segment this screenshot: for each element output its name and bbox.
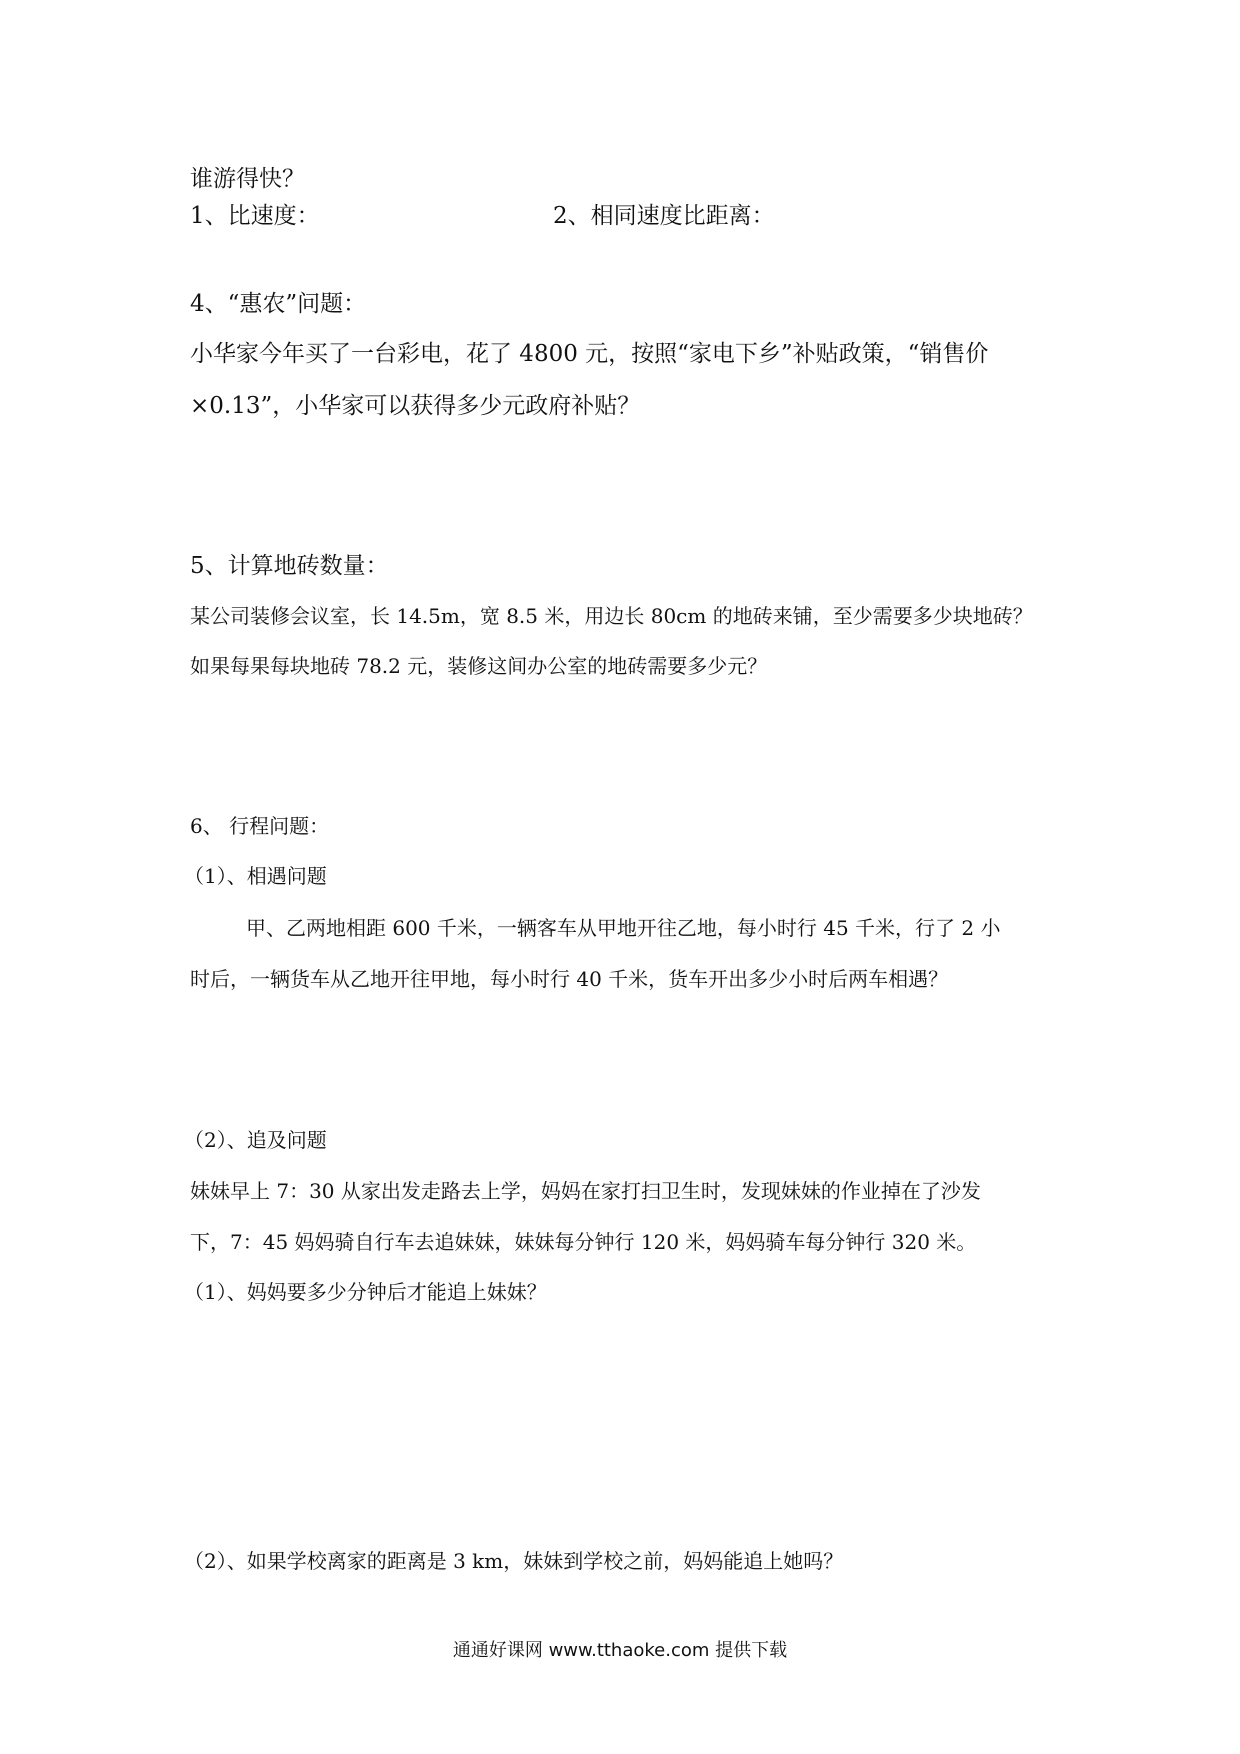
subsidy-text-line-1: 小华家今年买了一台彩电，花了 4800 元，按照“家电下乡”补贴政策，“销售价	[190, 341, 989, 367]
subsidy-text-line-2: ×0.13”，小华家可以获得多少元政府补贴？	[190, 393, 641, 419]
chase-question-1: （1）、妈妈要多少分钟后才能追上妹妹？	[184, 1280, 547, 1304]
tiles-text-line-1: 某公司装修会议室，长 14.5m，宽 8.5 米，用边长 80cm 的地砖来铺，至少需要多少块地砖？	[190, 604, 1033, 628]
chase-problem-title: （2）、追及问题	[184, 1128, 327, 1152]
speed-compare-item: 1、比速度：	[190, 203, 320, 229]
chase-text-line-1: 妹妹早上 7：30 从家出发走路去上学，妈妈在家打扫卫生时，发现妹妹的作业掉在了沙发	[190, 1179, 981, 1203]
meet-text-line-1: 甲、乙两地相距 600 千米，一辆客车从甲地开往乙地，每小时行 45 千米，行了 2 小	[246, 916, 1001, 940]
intro-question: 谁游得快？	[190, 166, 305, 192]
tiles-section-title: 5、计算地砖数量：	[190, 553, 389, 579]
meet-problem-title: （1）、相遇问题	[184, 864, 327, 888]
chase-text-line-2: 下，7：45 妈妈骑自行车去追妹妹，妹妹每分钟行 120 米，妈妈骑车每分钟行 320 米。	[190, 1230, 977, 1254]
page-footer: 通通好课网 www.tthaoke.com 提供下载	[452, 1640, 788, 1661]
meet-text-line-2: 时后，一辆货车从乙地开往甲地，每小时行 40 千米，货车开出多少小时后两车相遇？	[190, 967, 949, 991]
distance-compare-item: 2、相同速度比距离：	[553, 203, 775, 229]
subsidy-section-title: 4、“惠农”问题：	[190, 291, 367, 317]
travel-section-title: 6、 行程问题：	[190, 814, 330, 838]
chase-question-2: （2）、如果学校离家的距离是 3 km，妹妹到学校之前，妈妈能追上她吗？	[184, 1549, 844, 1573]
tiles-text-line-2: 如果每果每块地砖 78.2 元，装修这间办公室的地砖需要多少元？	[190, 654, 768, 678]
